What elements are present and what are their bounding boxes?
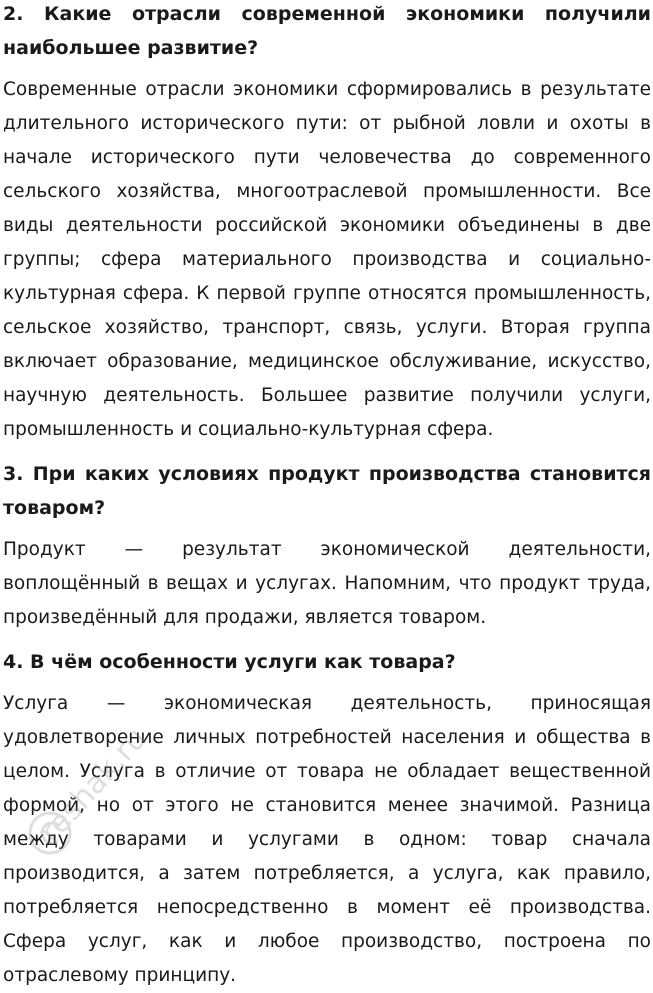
answer-3-paragraph: Продукт — результат экономической деятельности, воплощённый в вещах и услугах. Напомним, что продукт труда, произведённый для продажи, является товаром. bbox=[3, 539, 651, 628]
question-3-heading: 3. При каких условиях продукт производства становится товаром? bbox=[3, 463, 651, 519]
question-4-heading: 4. В чём особенности услуги как товара? bbox=[3, 651, 456, 673]
answer-4-paragraph: Услуга — экономическая деятельность, приносящая удовлетворение личных потребностей населения и общества в целом. Услуга в отличие от товара не обладает вещественной формой, но от этого не становится менее значимой. Разница между товарами и услугами в одном: товар сначала производится, а затем потребляется, а услуга, как правило, потребляется непосредственно в момент её производства. Сфера услуг, как и любое производство, построена по отраслевому принципу. bbox=[3, 693, 651, 986]
watermark-text: reshak.ru bbox=[33, 721, 154, 850]
question-2-heading: 2. Какие отрасли современной экономики получили наибольшее развитие? bbox=[3, 3, 651, 59]
answer-2-paragraph: Современные отрасли экономики сформировались в результате длительного исторического пути: от рыбной ловли и охоты в начале исторического пути человечества до современного сельского хозяйства, многоотраслевой промышленности. Все виды деятельности российской экономики объединены в две группы; сфера материального производства и социально-культурная сфера. К первой группе относятся промышленность, сельское хозяйство, транспорт, связь, услуги. Вторая группа включает образование, медицинское обслуживание, искусство, научную деятельность. Большее развитие получили услуги, промышленность и социально-культурная сфера. bbox=[3, 79, 651, 440]
